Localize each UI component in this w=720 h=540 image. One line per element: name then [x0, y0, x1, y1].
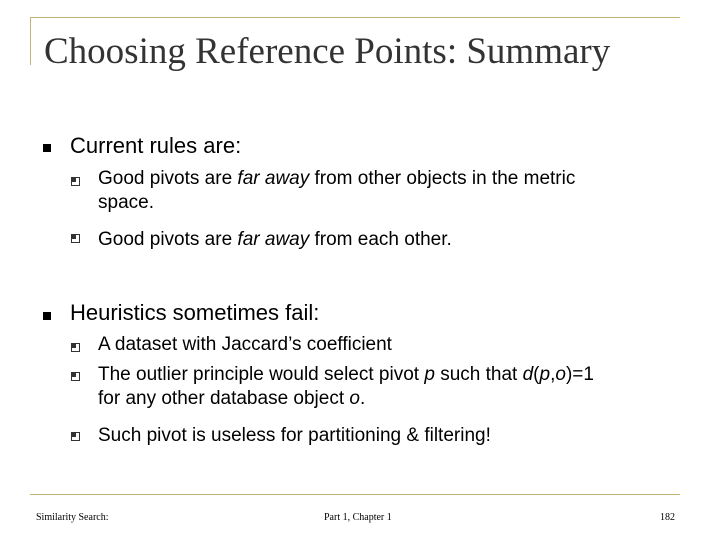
title-frame-top-border: [30, 17, 680, 18]
sub-bullet-far-from-each-other: Good pivots are far away from each other.: [98, 229, 452, 250]
sub-bullet-checkbox-icon: [71, 372, 80, 381]
bullet-heuristics-fail: Heuristics sometimes fail:: [70, 300, 320, 325]
footer-center-text: Part 1, Chapter 1: [324, 512, 392, 523]
bullet-square-icon: [43, 144, 51, 152]
sub-bullet-outlier-principle: The outlier principle would select pivot p such that d(p,o)=1 for any other database object o.: [98, 364, 594, 409]
sub-bullet-far-from-objects: Good pivots are far away from other objects in the metric space.: [98, 168, 576, 213]
footer-divider: [30, 494, 680, 495]
sub-bullet-checkbox-icon: [71, 432, 80, 441]
slide-title: Choosing Reference Points: Summary: [44, 31, 611, 72]
sub-bullet-checkbox-icon: [71, 177, 80, 186]
bullet-current-rules: Current rules are:: [70, 133, 242, 158]
sub-bullet-checkbox-icon: [71, 343, 80, 352]
bullet-square-icon: [43, 312, 51, 320]
title-frame-left-border: [30, 17, 31, 65]
footer-page-number: 182: [660, 512, 675, 523]
footer-left-text: Similarity Search:: [36, 512, 109, 523]
sub-bullet-checkbox-icon: [71, 234, 80, 243]
sub-bullet-jaccard-dataset: A dataset with Jaccard’s coefficient: [98, 334, 392, 355]
sub-bullet-useless-pivot: Such pivot is useless for partitioning & filtering!: [98, 425, 491, 446]
